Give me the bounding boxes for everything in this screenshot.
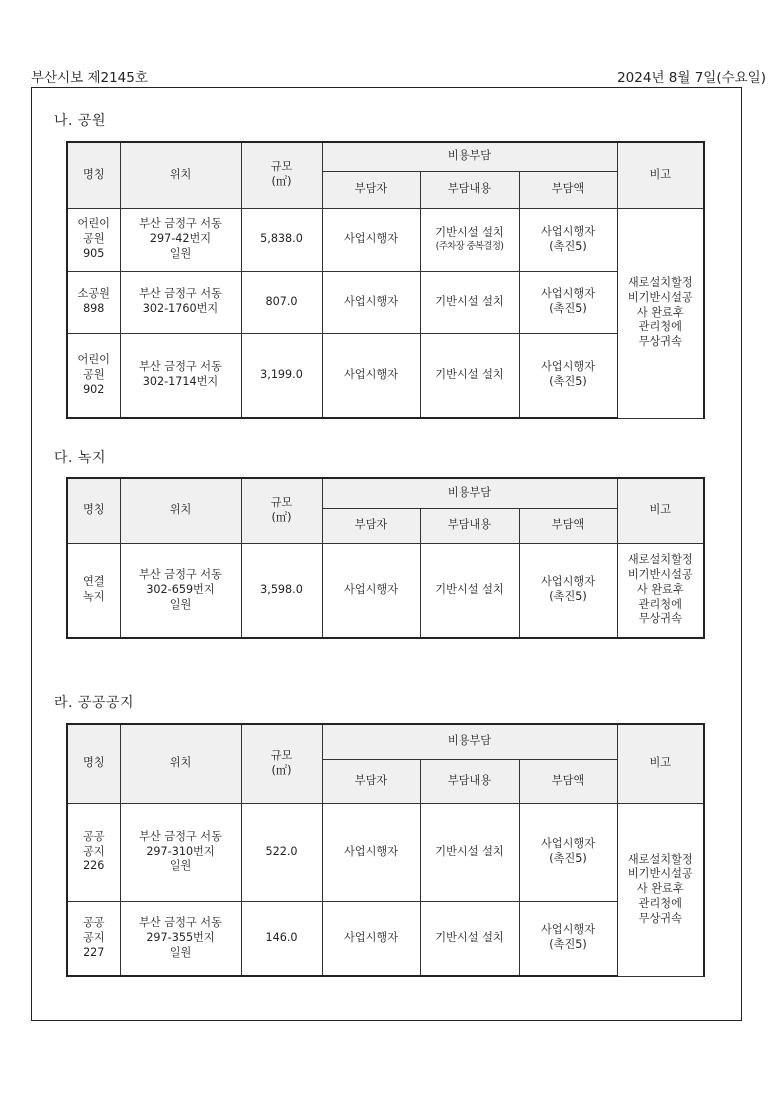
- cell-name: 연결 녹지: [67, 543, 120, 638]
- col-location-header: 위치: [120, 142, 241, 208]
- cell-note: 새로설치할정 비기반시설공 사 완료후 관리청에 무상귀속: [617, 543, 704, 638]
- header-row: [67, 724, 704, 759]
- table-row: [67, 208, 704, 271]
- green-table: [66, 477, 705, 639]
- cell-payer: 사업시행자: [322, 543, 420, 638]
- section-title-public-space: 라. 공공공지: [54, 695, 135, 711]
- cell-name: 공공 공지 227: [67, 901, 120, 976]
- cell-content: 기반시설 설치: [420, 543, 519, 638]
- cell-location: 부산 금정구 서동 297-310번지 일원: [120, 803, 241, 901]
- section-title-park: 나. 공원: [54, 113, 106, 129]
- cell-scale: 146.0: [241, 901, 322, 976]
- cell-content: 기반시설 설치: [420, 271, 519, 333]
- cell-payer: 사업시행자: [322, 333, 420, 418]
- content-subtext: (주차장 중복결정): [435, 240, 504, 252]
- col-name-header: 명칭: [67, 724, 120, 803]
- content-text: 기반시설 설치: [435, 225, 504, 239]
- col-content-header: 부담내용: [420, 171, 519, 208]
- table-row: [67, 271, 704, 333]
- table-row: [67, 543, 704, 638]
- cell-location: 부산 금정구 서동 302-1714번지: [120, 333, 241, 418]
- cell-scale: 5,838.0: [241, 208, 322, 271]
- park-table: [66, 141, 705, 419]
- col-scale-header: 규모 (㎡): [241, 724, 322, 803]
- table-row: [67, 803, 704, 901]
- cell-location: 부산 금정구 서동 302-1760번지: [120, 271, 241, 333]
- section-title-green: 다. 녹지: [54, 450, 106, 466]
- col-cost-header: 비용부담: [322, 142, 617, 171]
- cell-content: [420, 208, 519, 271]
- cell-content: 기반시설 설치: [420, 333, 519, 418]
- cell-amount: 사업시행자 (촉진5): [519, 333, 617, 418]
- bulletin-issue: 부산시보 제2145호: [31, 70, 148, 86]
- col-scale-header: 규모 (㎡): [241, 478, 322, 543]
- col-payer-header: 부담자: [322, 508, 420, 543]
- cell-scale: 3,199.0: [241, 333, 322, 418]
- col-amount-header: 부담액: [519, 508, 617, 543]
- cell-name: 소공원 898: [67, 271, 120, 333]
- cell-amount: 사업시행자 (촉진5): [519, 208, 617, 271]
- col-name-header: 명칭: [67, 142, 120, 208]
- cell-name: 어린이 공원 902: [67, 333, 120, 418]
- col-name-header: 명칭: [67, 478, 120, 543]
- col-amount-header: 부담액: [519, 759, 617, 803]
- cell-location: 부산 금정구 서동 302-659번지 일원: [120, 543, 241, 638]
- col-cost-header: 비용부담: [322, 478, 617, 508]
- cell-content: 기반시설 설치: [420, 803, 519, 901]
- cell-content: 기반시설 설치: [420, 901, 519, 976]
- col-payer-header: 부담자: [322, 171, 420, 208]
- cell-name: 어린이 공원 905: [67, 208, 120, 271]
- publication-date: 2024년 8월 7일(수요일): [617, 70, 766, 86]
- cell-note: 새로설치할정 비기반시설공 사 완료후 관리청에 무상귀속: [617, 208, 704, 418]
- table-row: [67, 901, 704, 976]
- cell-scale: 522.0: [241, 803, 322, 901]
- cell-location: 부산 금정구 서동 297-355번지 일원: [120, 901, 241, 976]
- cell-scale: 807.0: [241, 271, 322, 333]
- col-note-header: 비고: [617, 142, 704, 208]
- cell-amount: 사업시행자 (촉진5): [519, 271, 617, 333]
- table-row: [67, 333, 704, 418]
- cell-amount: 사업시행자 (촉진5): [519, 803, 617, 901]
- col-note-header: 비고: [617, 724, 704, 803]
- cell-amount: 사업시행자 (촉진5): [519, 901, 617, 976]
- cell-payer: 사업시행자: [322, 803, 420, 901]
- cell-payer: 사업시행자: [322, 208, 420, 271]
- cell-amount: 사업시행자 (촉진5): [519, 543, 617, 638]
- cell-note: 새로설치할정 비기반시설공 사 완료후 관리청에 무상귀속: [617, 803, 704, 976]
- col-content-header: 부담내용: [420, 759, 519, 803]
- col-location-header: 위치: [120, 478, 241, 543]
- cell-name: 공공 공지 226: [67, 803, 120, 901]
- cell-payer: 사업시행자: [322, 901, 420, 976]
- header-row: [67, 142, 704, 171]
- col-location-header: 위치: [120, 724, 241, 803]
- col-amount-header: 부담액: [519, 171, 617, 208]
- cell-payer: 사업시행자: [322, 271, 420, 333]
- col-content-header: 부담내용: [420, 508, 519, 543]
- cell-location: 부산 금정구 서동 297-42번지 일원: [120, 208, 241, 271]
- header-row: [67, 478, 704, 508]
- col-payer-header: 부담자: [322, 759, 420, 803]
- public-space-table: [66, 723, 705, 977]
- col-note-header: 비고: [617, 478, 704, 543]
- col-cost-header: 비용부담: [322, 724, 617, 759]
- col-scale-header: 규모 (㎡): [241, 142, 322, 208]
- cell-scale: 3,598.0: [241, 543, 322, 638]
